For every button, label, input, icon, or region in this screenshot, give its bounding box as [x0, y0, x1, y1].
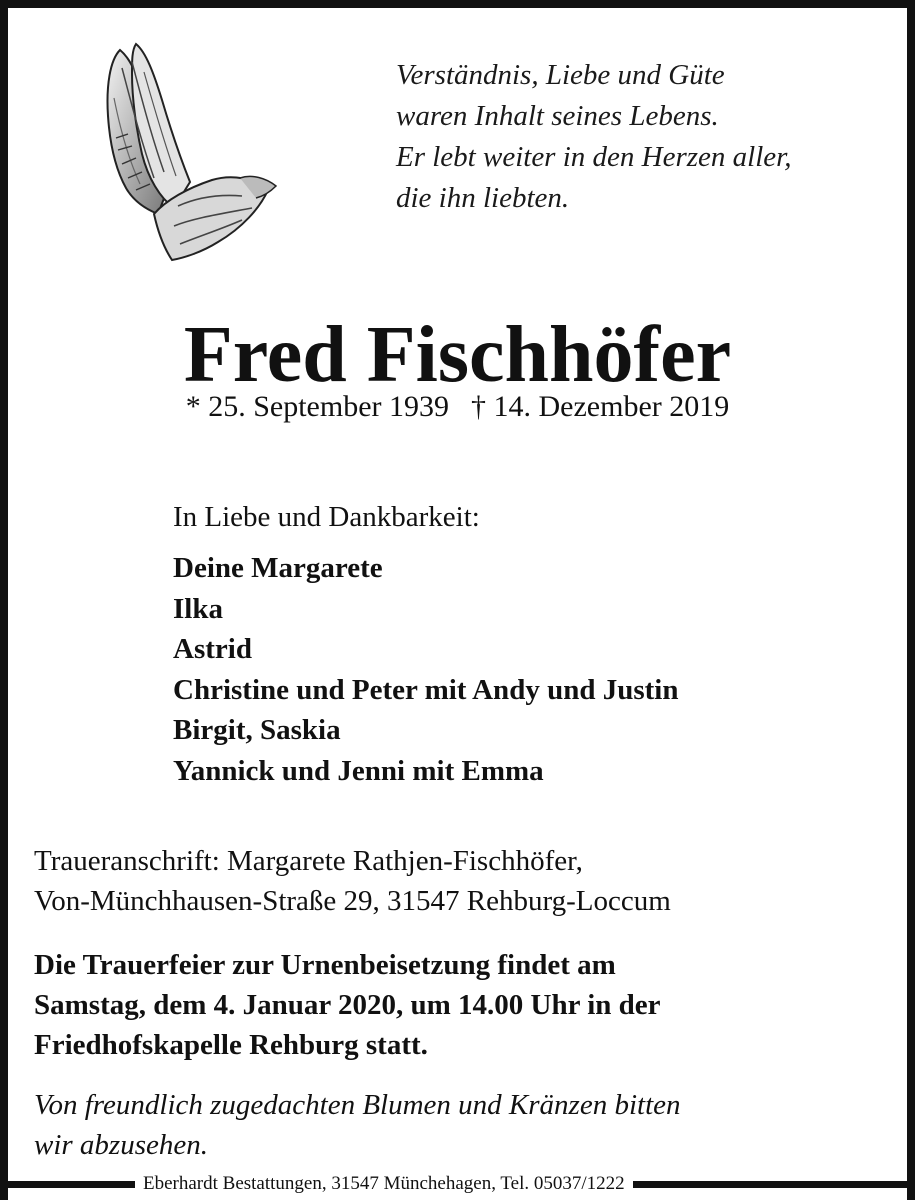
mourner-name: Christine und Peter mit Andy und Justin: [173, 673, 679, 706]
ceremony-line: Die Trauerfeier zur Urnenbeisetzung findet am: [34, 949, 616, 981]
address-line: Traueranschrift: Margarete Rathjen-Fischhöfer,: [34, 845, 583, 877]
birth-date: * 25. September 1939: [185, 390, 450, 423]
death-date: † 14. Dezember 2019: [471, 390, 730, 423]
mourners-list: [173, 548, 678, 792]
flowers-line: wir abzusehen.: [34, 1129, 208, 1161]
ceremony-notice: [34, 945, 661, 1065]
funeral-home-info: Eberhardt Bestattungen, 31547 Münchehagen, Tel. 05037/1222: [143, 1173, 625, 1194]
ceremony-line: Samstag, dem 4. Januar 2020, um 14.00 Uhr in der: [34, 989, 661, 1021]
flowers-note: [34, 1085, 681, 1165]
footer-rule-right: [633, 1181, 915, 1188]
deceased-name: Fred Fischhöfer: [183, 311, 732, 399]
life-dates: [0, 387, 915, 427]
flowers-line: Von freundlich zugedachten Blumen und Kränzen bitten: [34, 1089, 681, 1121]
funeral-home-footer: [0, 1168, 915, 1200]
memorial-verse: [396, 55, 791, 219]
verse-line: Er lebt weiter in den Herzen aller,: [396, 141, 792, 173]
praying-hands-icon: [92, 38, 282, 263]
mourner-name: Ilka: [173, 592, 223, 625]
verse-line: waren Inhalt seines Lebens.: [396, 100, 719, 132]
mourner-name: Birgit, Saskia: [173, 714, 341, 747]
verse-line: Verständnis, Liebe und Güte: [396, 59, 725, 91]
mourning-address: [34, 841, 671, 921]
mourners-intro: In Liebe und Dankbarkeit:: [173, 501, 480, 533]
verse-line: die ihn liebten.: [396, 182, 570, 214]
mourner-name: Yannick und Jenni mit Emma: [173, 754, 544, 787]
ceremony-line: Friedhofskapelle Rehburg statt.: [34, 1029, 428, 1061]
address-line: Von-Münchhausen-Straße 29, 31547 Rehburg-Loccum: [34, 885, 671, 917]
mourner-name: Astrid: [173, 633, 252, 666]
mourner-name: Deine Margarete: [173, 552, 383, 584]
footer-rule-left: [0, 1181, 135, 1188]
